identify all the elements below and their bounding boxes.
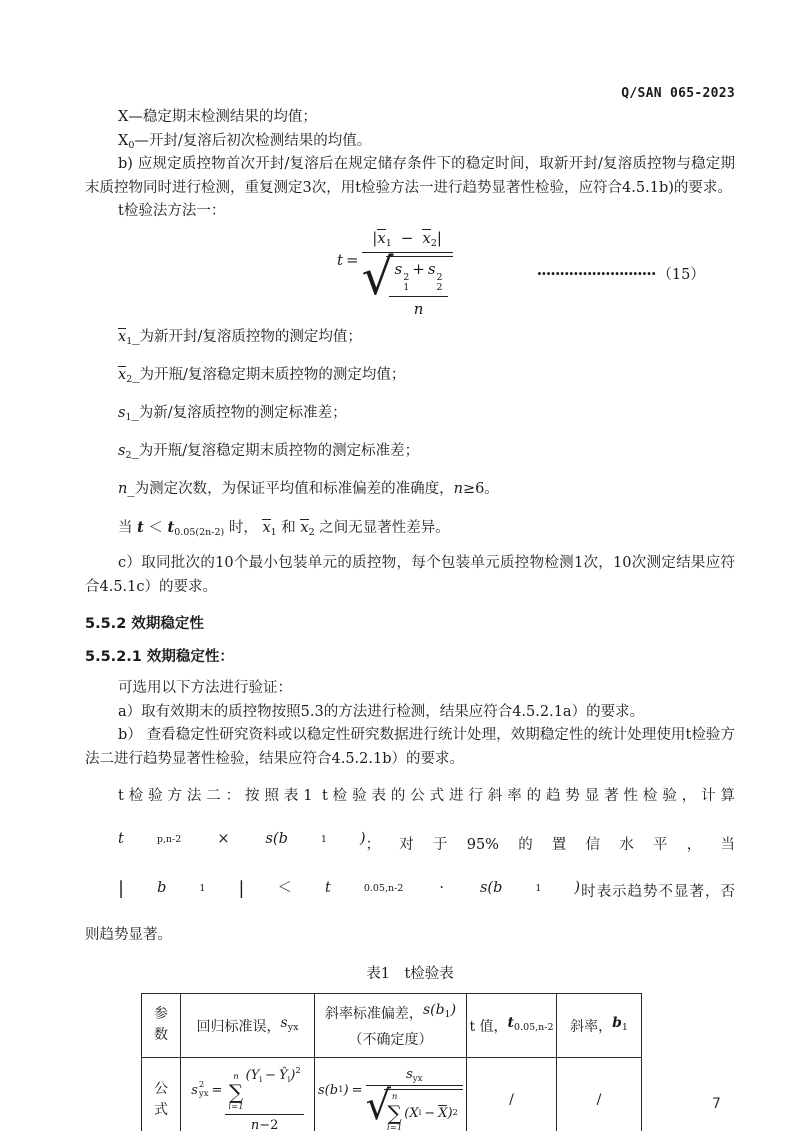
slope-slash-cell: /: [557, 1057, 642, 1131]
def-x1-text: _为新开封/复溶质控物的测定均值；: [132, 328, 362, 345]
b1-symbol: $b_1$: [612, 1014, 628, 1033]
t-critical-symbol: $t_{0.05,n-2}$: [507, 1014, 554, 1033]
table-header-row: [142, 993, 642, 1057]
header-cell-tvalue: t 值，$t_{0.05,n-2}$: [467, 993, 557, 1057]
x1-mean-symbol: x: [262, 519, 271, 536]
s2-symbol: s: [118, 442, 126, 459]
table-formula-row: [142, 1057, 642, 1131]
x-bar-symbol: X: [438, 1106, 448, 1122]
para-item-c: c）取同批次的10个最小包装单元的质控物，每个包装单元质控物检测1次，10次测定结果应符合4.5.1c）的要求。: [85, 555, 735, 595]
sb1-note: （不确定度）: [348, 1032, 433, 1048]
x1-mean-symbol: x: [118, 328, 127, 345]
inline-formula-tpn2: t p,n-2 × s(b 1 ): [118, 831, 366, 847]
summation-symbol: n ∑ i=1: [387, 1092, 403, 1131]
line-x-text: —稳定期末检测结果的均值；: [128, 109, 317, 125]
dotted-leader: ··························: [536, 264, 656, 283]
table-title: 表1 t检验表: [366, 966, 454, 982]
def-n-line: n_为测定次数，为保证平均值和标准偏差的准确度，n≥6。: [118, 480, 499, 497]
heading-5-5-2-1: 5.5.2.1 效期稳定性：: [85, 649, 234, 665]
radical-sign: √: [361, 247, 394, 306]
conclusion-line: 当 $t < t_{0.05(2n-2)}$ 时， $x_1$ 和 $x_2$ 之间无显著性差异。: [118, 518, 450, 538]
header-cell-param: 参数: [142, 993, 181, 1057]
row-label-cell: 公式: [142, 1057, 181, 1131]
def-x2-line: $x_2\_$为开瓶/复溶稳定期末质控物的测定均值；: [118, 366, 406, 385]
page-number: 7: [712, 1096, 721, 1112]
def-n-text: _为测定次数，为保证平均值和标准偏差的准确度，: [127, 480, 454, 497]
x2-mean-symbol: x: [118, 366, 127, 383]
summation-symbol: n ∑ i=1: [228, 1071, 244, 1112]
n-symbol: n: [118, 480, 128, 497]
def-x1-line: $x_1\_$为新开封/复溶质控物的测定均值；: [118, 328, 362, 347]
s1-symbol: s: [118, 404, 126, 421]
para-t-method2: t检验方法二：按照表1 t检验表的公式进行斜率的趋势显著性检验，计算 t p,n-2 × s(b 1 ) ；对于95%的置信水平，当 | b 1 | ＜ t 0.05,n-2 · s(b 1 ) 时表示趋势不显著，否则趋势显著。: [85, 788, 735, 943]
line-x0-definition: $X_0—$开封/复溶后初次检测结果的均值。: [118, 132, 372, 151]
formula-15-expression: t = $|x_1 - x_2|$ √ s 2 1 + s 2 2 n: [337, 229, 453, 317]
radical: √ s 2 1 + s 2 2 n: [362, 256, 453, 318]
t-test-table: [141, 993, 642, 1131]
para-item-b: b) 应规定质控物首次开封/复溶后在规定储存条件下的稳定时间，取新开封/复溶质控物与稳定期末质控物同时进行检测，重复测定3次，用t检验方法一进行趋势显著性检验，应符合4.5.1b)的要求。: [85, 156, 735, 196]
formula-syx2: s 2 yx = n ∑ i=1 ($Y_i$ − $Ŷ_i)^2$ n−2: [191, 1067, 304, 1131]
x1-mean-symbol: x: [377, 229, 386, 248]
x2-mean-symbol: x: [422, 229, 431, 248]
header-cell-syx: 回归标准误，$s_{yx}$: [181, 993, 315, 1057]
heading-5-5-2: 5.5.2 效期稳定性: [85, 616, 204, 632]
syx-symbol: $s_{yx}$: [280, 1014, 299, 1033]
formula-sb1: s(b 1 ) = $s_{yx}$ √ n ∑ i=1 (X i − X ) 2: [318, 1067, 463, 1131]
sb1-symbol: $s(b_1)$: [422, 1002, 457, 1020]
def-s1-line: $s_1\_$为新/复溶质控物的测定标准差；: [118, 404, 347, 423]
symbol-x: X: [118, 109, 129, 125]
def-s2-text: _为开瓶/复溶稳定期末质控物的测定标准差；: [131, 442, 420, 459]
radical-sign: √: [365, 1083, 391, 1130]
formula-15-row: [85, 229, 735, 318]
formula-15-fraction: $|x_1 - x_2|$ √ s 2 1 + s 2 2 n: [362, 229, 453, 317]
tvalue-slash-cell: /: [467, 1057, 557, 1131]
para-item-b2: b） 查看稳定性研究资料或以稳定性研究数据进行统计处理，效期稳定性的统计处理使用t检验方法二进行趋势显著性检验，结果应符合4.5.2.1b）的要求。: [85, 727, 735, 767]
equation-number: （15）: [657, 267, 705, 283]
radical: √ n ∑ i=1 (X i − X ) 2: [366, 1089, 463, 1131]
formula-sb1-cell: [315, 1057, 467, 1131]
def-x2-text: _为开瓶/复溶稳定期末质控物的测定均值；: [132, 366, 406, 383]
line-x-definition: [85, 106, 735, 130]
inline-formula-b1-criterion: | b 1 | ＜ t 0.05,n-2 · s(b 1 ): [118, 878, 581, 899]
line-method-intro: 可选用以下方法进行验证：: [118, 680, 292, 696]
def-s1-text: _为新/复溶质控物的测定标准差；: [131, 404, 347, 421]
def-s2-line: $s_2\_$为开瓶/复溶稳定期末质控物的测定标准差；: [118, 442, 420, 461]
line-t-method1: t检验法方法一：: [118, 203, 226, 219]
line-x0-text: —开封/复溶后初次检测结果的均值。: [134, 132, 372, 149]
para-item-a2: a）取有效期末的质控物按照5.3的方法进行检测，结果应符合4.5.2.1a）的要求。: [118, 703, 645, 720]
header-cell-slope: 斜率，$b_1$: [557, 993, 642, 1057]
header-cell-sb1: 斜率标准偏差，$s(b_1)$ （不确定度）: [315, 993, 467, 1057]
formula-syx2-cell: [181, 1057, 315, 1131]
x2-mean-symbol: x: [300, 519, 309, 536]
symbol-x0: X: [118, 132, 129, 149]
document-number: Q/SAN 065-2023: [621, 86, 735, 101]
